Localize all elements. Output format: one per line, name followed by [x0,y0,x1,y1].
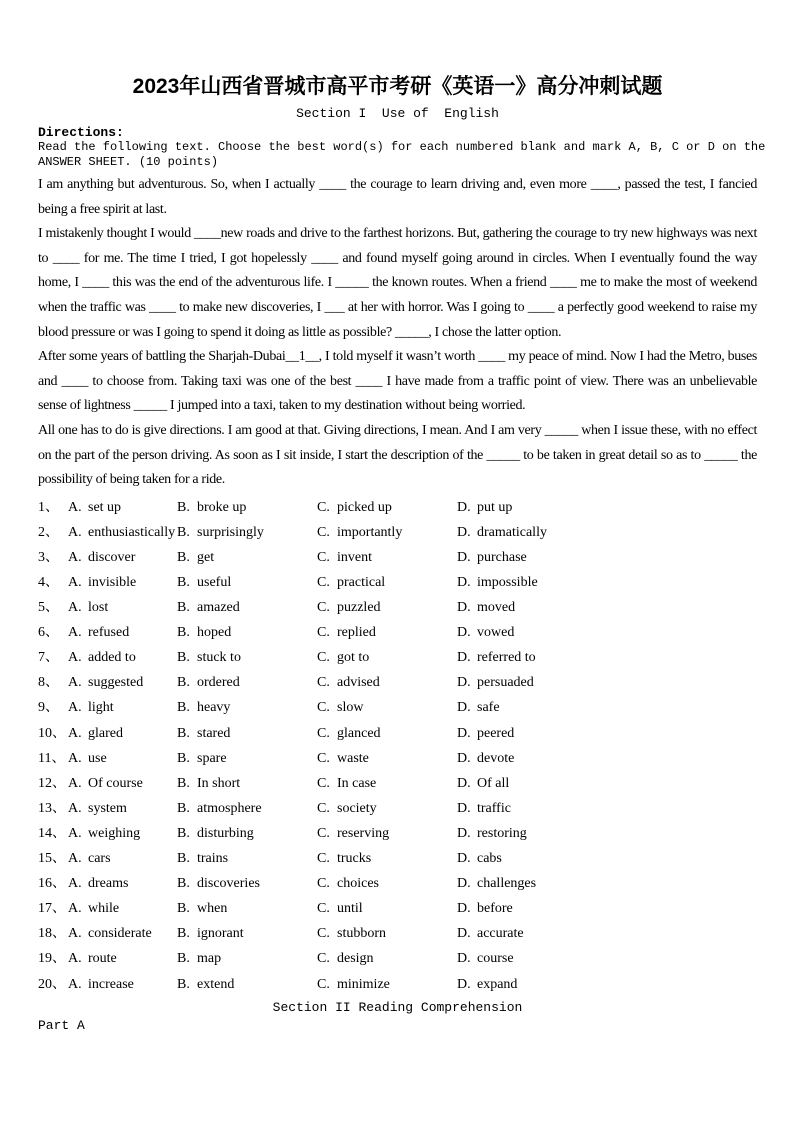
question-1-option-c: C. picked up [317,495,457,520]
option-letter: A. [68,549,82,565]
option-letter: C. [317,876,330,892]
question-1-option-d: D. put up [457,495,757,520]
question-15-option-d: D. cabs [457,846,757,871]
option-letter: C. [317,700,330,716]
option-letter: D. [457,524,471,540]
option-letter: B. [177,800,190,816]
option-letter: C. [317,775,330,791]
question-18-option-a: A. considerate [68,921,177,946]
question-13-option-d: D. traffic [457,796,757,821]
question-3-number: 3、 [38,549,59,565]
option-letter: B. [177,876,190,892]
question-15-option-b: B. trains [177,846,317,871]
option-letter: C. [317,800,330,816]
question-row-20 [38,972,757,997]
option-letter: C. [317,600,330,616]
option-letter: A. [68,926,82,942]
question-1-option-b: B. broke up [177,495,317,520]
question-17-number: 17、 [38,901,66,917]
option-letter: A. [68,750,82,766]
question-10-number: 10、 [38,725,66,741]
question-6-number: 6、 [38,625,59,641]
option-letter: B. [177,851,190,867]
option-letter: C. [317,825,330,841]
question-9-option-b: B. heavy [177,695,317,720]
question-10-option-c: C. glanced [317,721,457,746]
question-14-option-a: A. weighing [68,821,177,846]
option-letter: C. [317,625,330,641]
page-title: 2023年山西省晋城市高平市考研《英语一》高分冲刺试题 [132,75,663,98]
question-9-option-c: C. slow [317,695,457,720]
question-19-option-d: D. course [457,946,757,971]
option-letter: D. [457,750,471,766]
passage-paragraph-2: I mistakenly thought I would ____new roads and drive to the farthest horizons. But, gathering the courage to try new highways was next to ____ for me. The time I tried, I got hopelessly ____ and found myself going around in circles. When I eventually found the way home, I ____ this was the end of the adventurous life. I _____ the known routes. When a friend ____ me to make the most of weekend when the traffic was ____ to make new discoveries, I ___ at her with horror. Was I going to ____ a perfectly good weekend to raise my blood pressure or was I going to spend it doing as little as possible? _____, I chose the latter option. [38,226,757,340]
question-19-option-a: A. route [68,946,177,971]
question-12-option-d: D. Of all [457,771,757,796]
option-letter: D. [457,625,471,641]
question-row-16 [38,871,757,896]
option-letter: B. [177,976,190,992]
option-letter: A. [68,625,82,641]
option-letter: D. [457,800,471,816]
question-row-18 [38,921,757,946]
question-row-4 [38,570,757,595]
option-letter: C. [317,851,330,867]
option-letter: C. [317,901,330,917]
option-letter: B. [177,901,190,917]
option-letter: D. [457,549,471,565]
question-12-option-a: A. Of course [68,771,177,796]
option-letter: C. [317,926,330,942]
question-row-8 [38,670,757,695]
question-7-number: 7、 [38,650,59,666]
question-8-number: 8、 [38,675,59,691]
question-20-option-d: D. expand [457,972,757,997]
option-letter: B. [177,575,190,590]
question-17-option-d: D. before [457,896,757,921]
question-6-option-a: A. refused [68,620,177,645]
question-20-option-c: C. minimize [317,972,457,997]
question-13-number: 13、 [38,800,66,816]
option-letter: A. [68,775,82,791]
option-letter: C. [317,675,330,691]
option-letter: C. [317,575,330,590]
question-8-option-c: C. advised [317,670,457,695]
question-2-option-d: D. dramatically [457,520,757,545]
question-row-15 [38,846,757,871]
question-5-option-c: C. puzzled [317,595,457,620]
question-20-option-a: A. increase [68,972,177,997]
question-8-option-a: A. suggested [68,670,177,695]
passage-paragraph-3: After some years of battling the Sharjah-Dubai__1__, I told myself it wasn’t worth ____ my peace of mind. Now I had the Metro, buses and ____ to choose from. Taking taxi was one of the best ____ I have made from a traffic point of view. There was an unbelievable sense of lightness _____ I jumped into a taxi, taken to my destination without being worried. [38,349,757,414]
section2-heading: Section II Reading Comprehension [272,999,523,1015]
option-letter: B. [177,675,190,691]
question-11-option-a: A. use [68,746,177,771]
option-letter: A. [68,800,82,816]
question-9-option-a: A. light [68,695,177,720]
option-letter: D. [457,901,471,917]
question-13-option-a: A. system [68,796,177,821]
passage-paragraph-4: All one has to do is give directions. I am good at that. Giving directions, I mean. And I am very _____ when I issue these, with no effect on the part of the person driving. As soon as I sit inside, I start the description of the _____ to be taken in great detail so as to _____ the possibility of being taken for a ride. [38,422,757,488]
option-letter: D. [457,725,471,741]
option-letter: A. [68,725,82,741]
directions-text-line-2: ANSWER SHEET. (10 points) [38,155,219,169]
option-letter: B. [177,650,190,666]
option-letter: A. [68,876,82,892]
option-letter: D. [457,775,471,791]
question-row-9 [38,695,757,720]
question-14-number: 14、 [38,825,66,841]
passage-paragraph-1: I am anything but adventurous. So, when I actually ____ the courage to learn driving and, even more ____, passed the test, I fancied being a free spirit at last. [38,177,757,217]
question-20-option-b: B. extend [177,972,317,997]
question-15-option-a: A. cars [68,846,177,871]
option-letter: C. [317,549,330,565]
question-2-number: 2、 [38,524,59,540]
question-15-option-c: C. trucks [317,846,457,871]
option-letter: B. [177,926,190,942]
question-13-option-c: C. society [317,796,457,821]
option-letter: D. [457,926,471,942]
question-19-option-c: C. design [317,946,457,971]
question-18-option-b: B. ignorant [177,921,317,946]
question-2-option-c: C. importantly [317,520,457,545]
question-list [38,495,757,997]
option-letter: D. [457,575,471,590]
question-7-option-a: A. added to [68,645,177,670]
question-3-option-b: B. get [177,545,317,570]
option-letter: A. [68,575,82,590]
question-3-option-d: D. purchase [457,545,757,570]
question-7-option-b: B. stuck to [177,645,317,670]
option-letter: A. [68,675,82,691]
question-13-option-b: B. atmosphere [177,796,317,821]
option-letter: A. [68,825,82,841]
question-11-option-d: D. devote [457,746,757,771]
option-letter: C. [317,725,330,741]
question-14-option-b: B. disturbing [177,821,317,846]
question-2-option-a: A. enthusiastically [68,520,177,545]
option-letter: D. [457,600,471,616]
question-20-number: 20、 [38,976,66,992]
question-4-option-c: C. practical [317,570,457,595]
question-14-option-c: C. reserving [317,821,457,846]
question-row-2 [38,520,757,545]
question-5-option-d: D. moved [457,595,757,620]
question-5-option-a: A. lost [68,595,177,620]
question-3-option-a: A. discover [68,545,177,570]
option-letter: D. [457,951,471,967]
option-letter: B. [177,700,190,716]
question-row-17 [38,896,757,921]
question-8-option-b: B. ordered [177,670,317,695]
option-letter: D. [457,675,471,691]
question-11-number: 11、 [38,750,66,766]
question-17-option-b: B. when [177,896,317,921]
question-row-14 [38,821,757,846]
option-letter: C. [317,750,330,766]
question-18-number: 18、 [38,926,66,942]
question-18-option-c: C. stubborn [317,921,457,946]
question-row-5 [38,595,757,620]
option-letter: C. [317,976,330,992]
cloze-passage [38,173,757,493]
question-row-13 [38,796,757,821]
option-letter: B. [177,625,190,641]
question-row-11 [38,746,757,771]
option-letter: D. [457,976,471,992]
question-row-3 [38,545,757,570]
question-10-option-a: A. glared [68,721,177,746]
question-5-number: 5、 [38,600,59,616]
option-letter: B. [177,750,190,766]
question-6-option-d: D. vowed [457,620,757,645]
question-6-option-b: B. hoped [177,620,317,645]
question-11-option-c: C. waste [317,746,457,771]
option-letter: D. [457,700,471,716]
option-letter: A. [68,650,82,666]
option-letter: B. [177,499,190,515]
option-letter: B. [177,951,190,967]
question-14-option-d: D. restoring [457,821,757,846]
question-row-12 [38,771,757,796]
option-letter: D. [457,650,471,666]
question-18-option-d: D. accurate [457,921,757,946]
question-12-option-c: C. In case [317,771,457,796]
question-16-option-b: B. discoveries [177,871,317,896]
option-letter: A. [68,951,82,967]
question-6-option-c: C. replied [317,620,457,645]
question-7-option-c: C. got to [317,645,457,670]
option-letter: A. [68,524,82,540]
section1-heading: Section I Use of English [296,106,499,121]
option-letter: A. [68,901,82,917]
question-10-option-d: D. peered [457,721,757,746]
question-7-option-d: D. referred to [457,645,757,670]
question-16-number: 16、 [38,876,66,892]
question-17-option-a: A. while [68,896,177,921]
question-8-option-d: D. persuaded [457,670,757,695]
question-2-option-b: B. surprisingly [177,520,317,545]
option-letter: B. [177,725,190,741]
option-letter: D. [457,851,471,867]
question-16-option-d: D. challenges [457,871,757,896]
question-1-option-a: A. set up [68,495,177,520]
question-row-6 [38,620,757,645]
option-letter: B. [177,549,190,565]
question-3-option-c: C. invent [317,545,457,570]
question-row-1 [38,495,757,520]
option-letter: C. [317,650,330,666]
option-letter: A. [68,600,82,616]
question-5-option-b: B. amazed [177,595,317,620]
question-4-number: 4、 [38,575,59,590]
option-letter: A. [68,976,82,992]
question-row-10 [38,721,757,746]
option-letter: C. [317,499,330,515]
question-11-option-b: B. spare [177,746,317,771]
option-letter: C. [317,524,330,540]
part-a-label: Part A [38,1017,85,1033]
question-9-option-d: D. safe [457,695,757,720]
question-12-number: 12、 [38,775,66,791]
option-letter: D. [457,499,471,515]
option-letter: A. [68,700,82,716]
question-19-number: 19、 [38,951,66,967]
option-letter: B. [177,524,190,540]
question-19-option-b: B. map [177,946,317,971]
question-16-option-a: A. dreams [68,871,177,896]
question-17-option-c: C. until [317,896,457,921]
question-4-option-b: B. useful [177,570,317,595]
directions-text-line-1: Read the following text. Choose the best word(s) for each numbered blank and mark A, B, C or D on the [38,140,766,154]
option-letter: B. [177,825,190,841]
question-15-number: 15、 [38,851,66,867]
option-letter: D. [457,876,471,892]
option-letter: B. [177,775,190,791]
option-letter: B. [177,600,190,616]
question-10-option-b: B. stared [177,721,317,746]
question-row-19 [38,946,757,971]
question-4-option-d: D. impossible [457,570,757,595]
question-12-option-b: B. In short [177,771,317,796]
question-9-number: 9、 [38,700,59,716]
option-letter: A. [68,499,82,515]
question-16-option-c: C. choices [317,871,457,896]
option-letter: C. [317,951,330,967]
question-row-7 [38,645,757,670]
directions-label: Directions: [38,125,124,140]
question-4-option-a: A. invisible [68,570,177,595]
option-letter: A. [68,851,82,867]
option-letter: D. [457,825,471,841]
question-1-number: 1、 [38,499,59,515]
